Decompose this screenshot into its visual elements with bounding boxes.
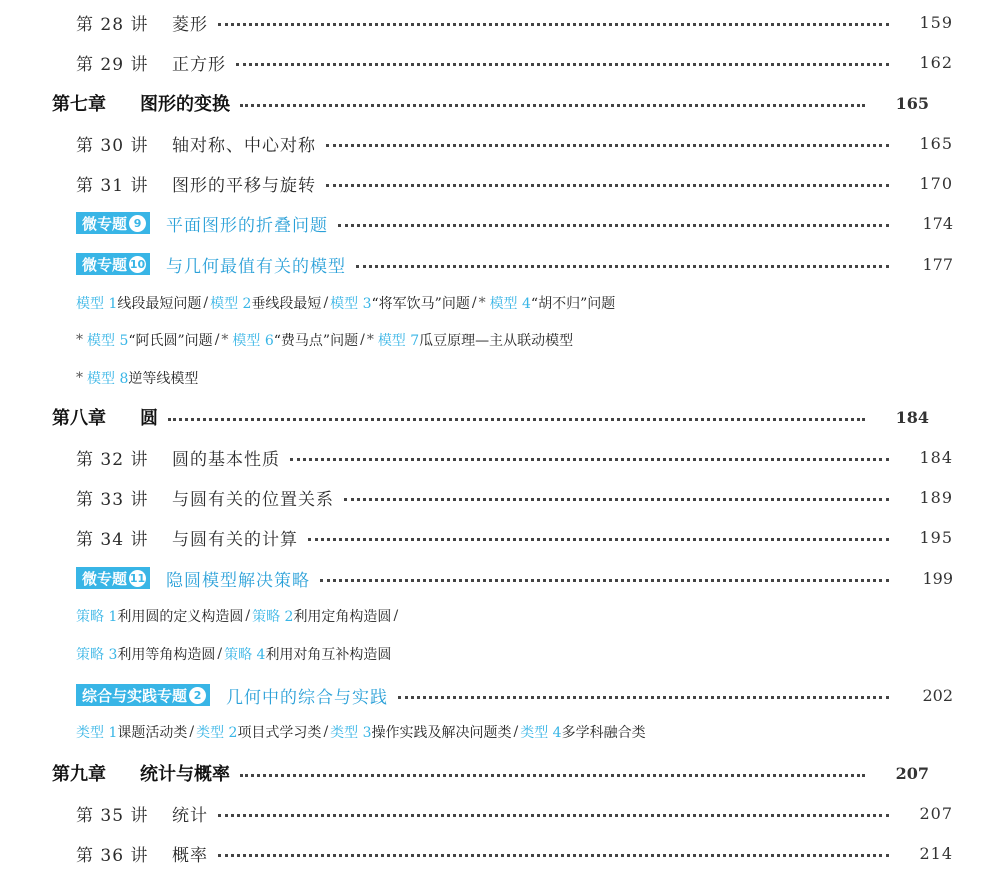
- dot-leader: [338, 224, 889, 227]
- entry-title: 菱形: [172, 14, 208, 35]
- star-mark: *: [366, 332, 374, 348]
- topic-badge: [76, 567, 150, 589]
- subtopic-label[interactable]: 策略 3: [76, 647, 118, 663]
- page-number: 162: [919, 52, 953, 72]
- dot-leader: [218, 814, 889, 817]
- subtopic-text[interactable]: 多学科融合类: [561, 725, 646, 741]
- subtopic-label[interactable]: 类型 1: [76, 725, 118, 741]
- subtopic-text[interactable]: 线段最短问题: [117, 296, 202, 312]
- subtopic-text[interactable]: 逆等线模型: [128, 371, 199, 387]
- subtopic-line: [76, 327, 573, 353]
- dot-leader: [168, 418, 865, 421]
- page-number: 174: [922, 213, 953, 233]
- separator-slash: /: [323, 724, 329, 740]
- subtopic-text[interactable]: “阿氏圆”问题: [128, 333, 213, 349]
- topic-badge: [76, 212, 150, 234]
- separator-slash: /: [393, 608, 399, 624]
- topic-badge-label: 综合与实践专题: [82, 686, 188, 705]
- star-mark: *: [76, 332, 83, 348]
- subtopic-text[interactable]: 课题活动类: [117, 725, 188, 741]
- separator-slash: /: [189, 724, 195, 740]
- entry-title: 隐圆模型解决策略: [166, 570, 311, 591]
- star-mark: *: [76, 370, 83, 386]
- entry-title: 几何中的综合与实践: [226, 687, 389, 708]
- entry-title: 与几何最值有关的模型: [166, 256, 347, 277]
- entry-title: 圆的基本性质: [172, 449, 280, 470]
- dot-leader: [326, 144, 889, 147]
- lecture-number: 第 33 讲: [76, 489, 149, 510]
- entry-title: 统计与概率: [140, 764, 230, 785]
- subtopic-label[interactable]: 类型 3: [330, 725, 372, 741]
- separator-slash: /: [245, 608, 251, 624]
- toc-entry-inner: [76, 10, 985, 35]
- page-number: 189: [919, 487, 953, 507]
- entry-title: 图形的平移与旋转: [172, 175, 316, 196]
- subtopic-label[interactable]: 模型 1: [76, 296, 118, 312]
- subtopic-text[interactable]: 利用等角构造圆: [117, 647, 216, 663]
- toc-entry-inner: [76, 131, 985, 156]
- subtopic-line: [76, 365, 198, 391]
- page-number: 214: [919, 843, 953, 863]
- subtopic-text[interactable]: 瓜豆原理—主从联动模型: [419, 333, 574, 349]
- subtopic-label[interactable]: 策略 4: [224, 647, 266, 663]
- separator-slash: /: [203, 295, 209, 311]
- separator-slash: /: [323, 295, 329, 311]
- toc-entry-lecture[interactable]: [0, 168, 985, 198]
- page-number: 199: [922, 568, 953, 588]
- subtopic-label[interactable]: 模型 2: [210, 296, 252, 312]
- chapter-number: 第九章: [52, 764, 106, 785]
- toc-entry-inner: [76, 841, 985, 866]
- topic-badge-number: 9: [129, 215, 146, 232]
- toc-entry-lecture[interactable]: [0, 442, 985, 472]
- dot-leader: [240, 774, 865, 777]
- topic-badge-label: 微专题: [82, 214, 128, 233]
- subtopic-line: [76, 603, 400, 629]
- page-number: 207: [919, 803, 953, 823]
- subtopic-text[interactable]: 项目式学习类: [237, 725, 322, 741]
- subtopic-text[interactable]: “胡不归”问题: [530, 296, 616, 312]
- entry-title: 图形的变换: [140, 94, 230, 115]
- toc-entry-lecture[interactable]: [0, 798, 985, 828]
- subtopic-text[interactable]: 利用圆的定义构造圆: [117, 609, 244, 625]
- toc-entry-special[interactable]: [0, 680, 985, 710]
- dot-leader: [326, 184, 889, 187]
- separator-slash: /: [217, 646, 223, 662]
- page-number: 165: [895, 93, 929, 113]
- lecture-number: 第 31 讲: [76, 175, 149, 196]
- dot-leader: [344, 498, 889, 501]
- subtopic-label[interactable]: 模型 6: [232, 333, 274, 349]
- toc-entry-inner: [76, 566, 985, 591]
- topic-badge-number: 2: [189, 687, 206, 704]
- page-number: 165: [919, 133, 953, 153]
- toc-entry-inner: [52, 760, 961, 786]
- lecture-number: 第 36 讲: [76, 845, 149, 866]
- toc-entry-inner: [76, 211, 985, 236]
- lecture-number: 第 28 讲: [76, 14, 149, 35]
- page-number: 202: [922, 685, 953, 705]
- subtopic-label[interactable]: 模型 7: [377, 333, 420, 349]
- subtopic-line: [76, 290, 615, 316]
- toc-entry-special[interactable]: [0, 208, 985, 238]
- page-number: 159: [919, 12, 953, 32]
- topic-badge: [76, 253, 150, 275]
- topic-badge-label: 微专题: [82, 569, 128, 588]
- page-number: 170: [919, 173, 953, 193]
- page-number: 177: [922, 254, 953, 274]
- entry-title: 圆: [140, 408, 158, 429]
- lecture-number: 第 35 讲: [76, 805, 149, 826]
- topic-badge-number: 10: [129, 257, 146, 271]
- dot-leader: [308, 538, 889, 541]
- subtopic-text[interactable]: 利用对角互补构造圆: [265, 647, 392, 663]
- toc-entry-inner: [52, 404, 961, 430]
- toc-entry-inner: [76, 252, 985, 277]
- topic-badge: [76, 684, 210, 706]
- lecture-number: 第 30 讲: [76, 135, 149, 156]
- topic-badge-number: 11: [129, 571, 146, 585]
- page-number: 184: [895, 407, 929, 427]
- separator-slash: /: [360, 332, 365, 348]
- entry-title: 正方形: [172, 54, 226, 75]
- subtopic-label[interactable]: 模型 5: [87, 333, 129, 349]
- separator-slash: /: [214, 332, 220, 348]
- dot-leader: [218, 23, 889, 26]
- toc-entry-chapter[interactable]: [0, 402, 961, 432]
- page-number: 195: [919, 527, 953, 547]
- subtopic-text[interactable]: 操作实践及解决问题类: [371, 725, 512, 741]
- entry-title: 与圆有关的计算: [172, 529, 298, 550]
- toc-entry-lecture[interactable]: [0, 838, 985, 868]
- toc-entry-special[interactable]: [0, 563, 985, 593]
- dot-leader: [236, 63, 889, 66]
- subtopic-label[interactable]: 模型 8: [87, 371, 129, 387]
- dot-leader: [320, 579, 889, 582]
- lecture-number: 第 34 讲: [76, 529, 149, 550]
- toc-entry-chapter[interactable]: [0, 758, 961, 788]
- dot-leader: [240, 104, 865, 107]
- subtopic-label[interactable]: 策略 1: [76, 609, 118, 625]
- lecture-number: 第 32 讲: [76, 449, 149, 470]
- entry-title: 轴对称、中心对称: [172, 135, 316, 156]
- star-mark: *: [478, 295, 486, 311]
- toc-entry-inner: [76, 525, 985, 550]
- dot-leader: [356, 265, 889, 268]
- dot-leader: [218, 854, 889, 857]
- separator-slash: /: [471, 295, 477, 311]
- subtopic-label[interactable]: 策略 2: [252, 609, 294, 625]
- entry-title: 概率: [172, 845, 208, 866]
- subtopic-label[interactable]: 模型 4: [489, 296, 531, 312]
- toc-entry-inner: [76, 485, 985, 510]
- chapter-number: 第八章: [52, 408, 106, 429]
- toc-entry-lecture[interactable]: [0, 47, 985, 77]
- subtopic-label[interactable]: 类型 2: [196, 725, 238, 741]
- entry-title: 与圆有关的位置关系: [172, 489, 334, 510]
- topic-badge-label: 微专题: [82, 255, 128, 274]
- subtopic-label[interactable]: 类型 4: [520, 725, 562, 741]
- chapter-number: 第七章: [52, 94, 106, 115]
- toc-entry-lecture[interactable]: [0, 522, 985, 552]
- subtopic-line: [76, 719, 646, 745]
- dot-leader: [290, 458, 889, 461]
- dot-leader: [398, 696, 889, 699]
- toc-entry-lecture[interactable]: [0, 7, 985, 37]
- toc-entry-inner: [76, 50, 985, 75]
- toc-entry-inner: [52, 90, 961, 116]
- toc-entry-chapter[interactable]: [0, 88, 961, 118]
- toc-entry-lecture[interactable]: [0, 482, 985, 512]
- toc-entry-inner: [76, 171, 985, 196]
- lecture-number: 第 29 讲: [76, 54, 149, 75]
- toc-entry-inner: [76, 801, 985, 826]
- page-number: 207: [895, 763, 929, 783]
- entry-title: 统计: [172, 805, 208, 826]
- subtopic-label[interactable]: 模型 3: [330, 296, 372, 312]
- separator-slash: /: [513, 724, 519, 740]
- toc-entry-inner: [76, 683, 985, 708]
- page-number: 184: [919, 447, 953, 467]
- toc-entry-special[interactable]: [0, 249, 985, 279]
- star-mark: *: [221, 332, 229, 348]
- entry-title: 平面图形的折叠问题: [166, 215, 329, 236]
- subtopic-text[interactable]: 垂线段最短: [251, 296, 322, 312]
- subtopic-line: [76, 641, 391, 667]
- subtopic-text[interactable]: “费马点”问题: [273, 333, 359, 349]
- toc-entry-lecture[interactable]: [0, 128, 985, 158]
- toc-entry-inner: [76, 445, 985, 470]
- subtopic-text[interactable]: “将军饮马”问题: [371, 296, 470, 312]
- subtopic-text[interactable]: 利用定角构造圆: [293, 609, 392, 625]
